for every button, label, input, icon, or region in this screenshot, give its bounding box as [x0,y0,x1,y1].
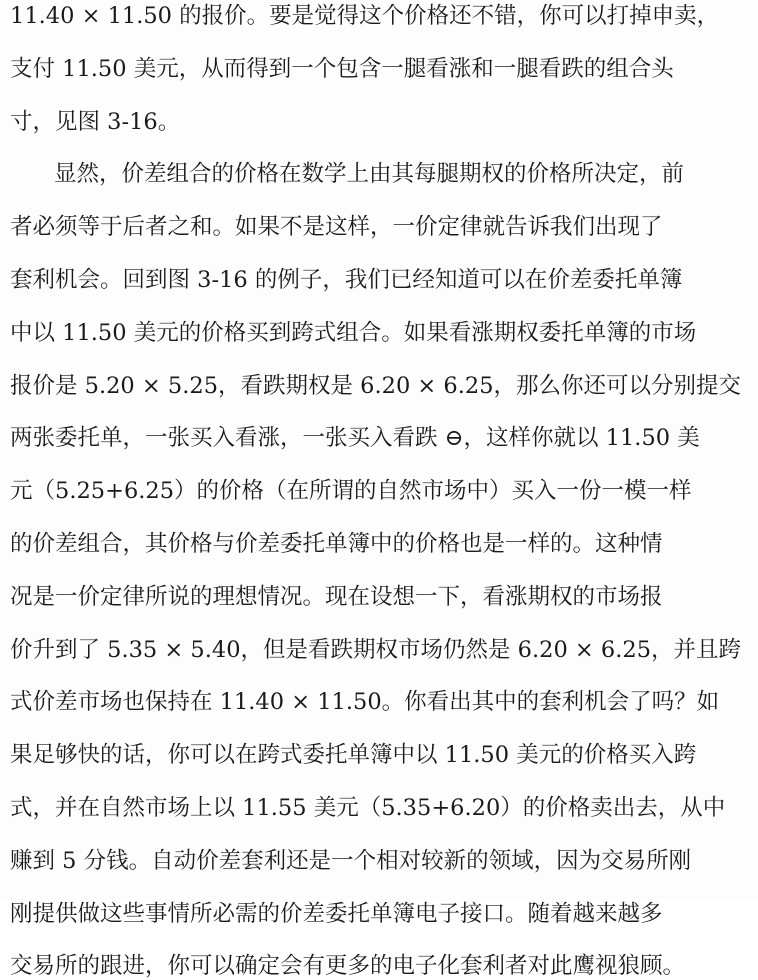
text-line: 寸，见图 3-16。 [10,108,181,135]
text-line: 况是一价定律所说的理想情况。现在设想一下，看涨期权的市场报 [10,583,663,610]
text-line: 中以 11.50 美元的价格买到跨式组合。如果看涨期权委托单簿的市场 [10,319,697,346]
paragraph-first-line: 显然，价差组合的价格在数学上由其每腿期权的价格所决定，前 [54,161,685,188]
text-line: 的价差组合，其价格与价差委托单簿中的价格也是一样的。这种情 [10,531,663,557]
text-line: 交易所的跟进，你可以确定会有更多的电子化套利者对此鹰视狼顾。 [10,953,686,980]
text-line: 果足够快的话，你可以在跨式委托单簿中以 11.50 美元的价格买入跨 [10,742,697,769]
text-line: 11.40 × 11.50 的报价。要是觉得这个价格还不错，你可以打掉申卖， [10,3,720,29]
text-line: 刚提供做这些事情所必需的价差委托单簿电子接口。随着越来越多 [10,900,663,927]
text-line: 式价差市场也保持在 11.40 × 11.50。你看出其中的套利机会了吗？如 [10,689,720,716]
text-line: 两张委托单，一张买入看涨，一张买入看跌 ⊖，这样你就以 11.50 美 [10,425,700,452]
text-line: 支付 11.50 美元，从而得到一个包含一腿看涨和一腿看跌的组合头 [10,55,674,82]
text-line: 者必须等于后者之和。如果不是这样，一价定律就告诉我们出现了 [10,214,663,241]
text-line: 元（5.25+6.25）的价格（在所谓的自然市场中）买入一份一模一样 [10,478,692,505]
text-line: 套利机会。回到图 3-16 的例子，我们已经知道可以在价差委托单簿 [10,267,683,293]
text-line: 式，并在自然市场上以 11.55 美元（5.35+6.20）的价格卖出去，从中 [10,795,726,821]
text-line: 报价是 5.20 × 5.25，看跌期权是 6.20 × 6.25，那么你还可以分别提交 [10,372,742,399]
text-line: 价升到了 5.35 × 5.40，但是看跌期权市场仍然是 6.20 × 6.25，并且跨 [10,636,742,663]
text-line: 赚到 5 分钱。自动价差套利还是一个相对较新的领域，因为交易所刚 [10,847,692,874]
